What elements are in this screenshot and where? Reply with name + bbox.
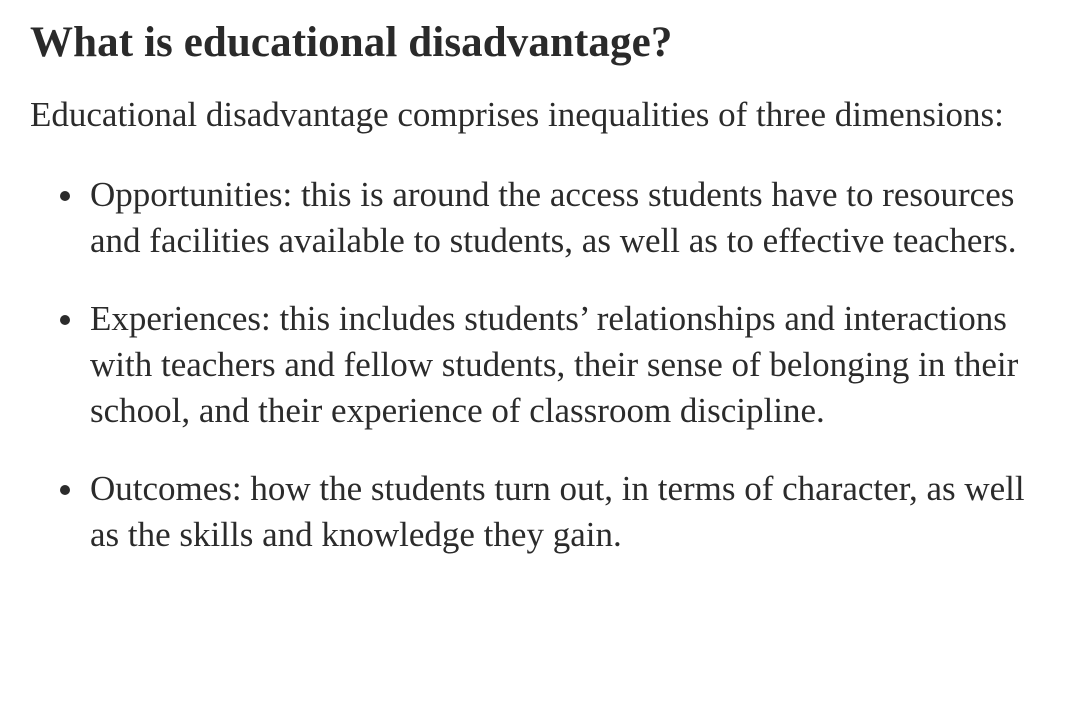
dimensions-list — [30, 172, 1040, 558]
bullet-icon — [60, 191, 70, 201]
section-heading: What is educational disadvantage? — [30, 19, 673, 66]
article — [30, 14, 1040, 558]
list-item-text: Outcomes: how the students turn out, in terms of character, as well as the skills and knowledge they gain. — [90, 469, 1025, 554]
list-item-text: Opportunities: this is around the access students have to resources and facilities available to students, as well as to effective teachers. — [90, 175, 1017, 260]
bullet-icon — [60, 315, 70, 325]
list-item-experiences — [30, 296, 1040, 434]
list-item-outcomes — [30, 466, 1040, 558]
bullet-icon — [60, 485, 70, 495]
intro-paragraph: Educational disadvantage comprises inequalities of three dimensions: — [30, 95, 1004, 134]
list-item-opportunities — [30, 172, 1040, 264]
list-item-text: Experiences: this includes students’ relationships and interactions with teachers and fellow students, their sense of belonging in their school, and their experience of classroom discipline. — [90, 299, 1019, 430]
